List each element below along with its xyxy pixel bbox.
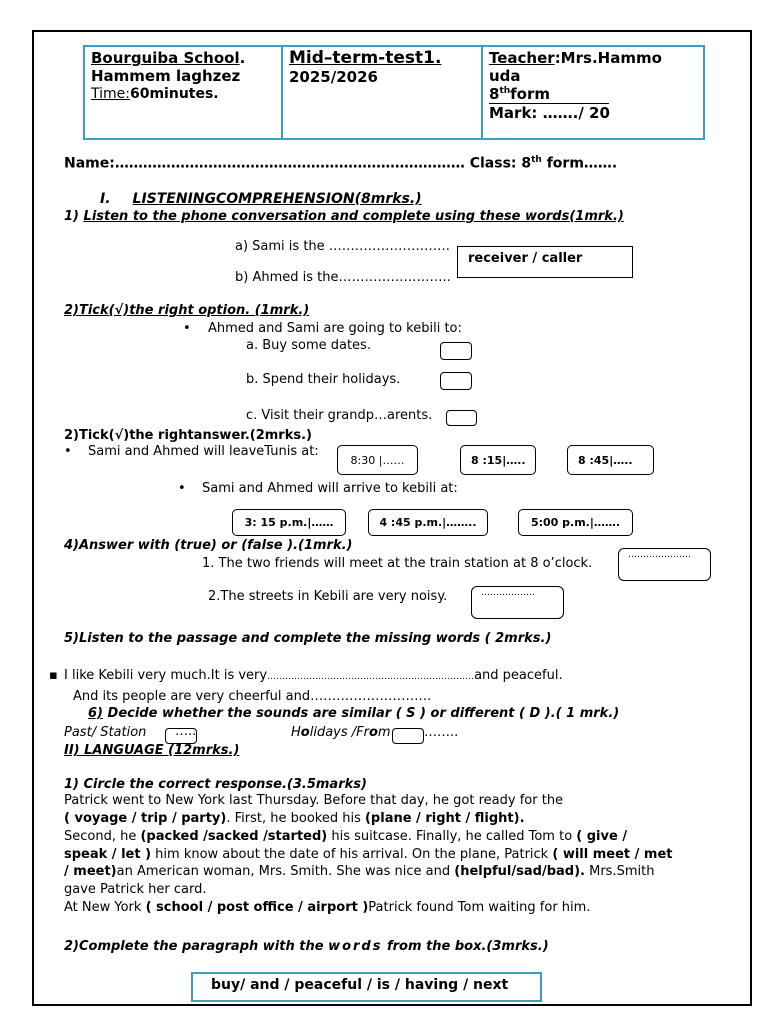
q1-item-b: b) Ahmed is the…………………….. xyxy=(235,270,451,285)
q3-bullet: • xyxy=(64,444,72,459)
q6-instruction: 6) Decide whether the sounds are similar ( S ) or different ( D ).( 1 mrk.) xyxy=(88,706,620,721)
q2-stem: Ahmed and Sami are going to kebili to: xyxy=(208,321,462,336)
q2-checkbox-a[interactable] xyxy=(440,342,472,360)
test-title: Mid–term-test1. xyxy=(289,48,442,68)
q6-answer-blank-2: …….. xyxy=(424,725,459,740)
school-location: Hammem laghzez xyxy=(91,67,241,85)
arrive-option[interactable]: 5:00 p.m.|……. xyxy=(518,509,633,536)
school-year: 2025/2026 xyxy=(289,68,378,86)
passage-line-7: At New York ( school / post office / airport )Patrick found Tom waiting for him. xyxy=(64,900,591,915)
q2-option-c: c. Visit their grandp…arents. xyxy=(246,408,433,423)
q3-leave-stem: Sami and Ahmed will leaveTunis at: xyxy=(88,444,319,459)
teacher-name: :Mrs.Hammo xyxy=(554,49,662,67)
q3-arrive-bullet: • xyxy=(178,481,186,496)
time-label: Time: xyxy=(91,86,130,102)
arrive-option[interactable]: 4 :45 p.m.|…….. xyxy=(368,509,488,536)
q5-instruction: 5)Listen to the passage and complete the missing words ( 2mrks.) xyxy=(64,631,552,646)
q1-item-a: a) Sami is the ………………………. xyxy=(235,239,450,254)
header-table xyxy=(83,45,705,140)
word-box: buy/ and / peaceful / is / having / next xyxy=(191,972,542,1002)
q2-option-a: a. Buy some dates. xyxy=(246,338,371,353)
q2-checkbox-c[interactable] xyxy=(446,410,477,426)
section2-q2-instruction: 2)Complete the paragraph with the words from the box.(3mrks.) xyxy=(64,939,549,954)
passage-line-6: gave Patrick her card. xyxy=(64,882,207,897)
leave-option[interactable]: 8 :15|….. xyxy=(460,445,536,475)
q2-bullet: • xyxy=(183,321,191,336)
leave-option[interactable]: 8:30 |…… xyxy=(337,445,418,475)
q4-answer-blank-1: ………………… xyxy=(628,550,691,560)
q4-statement-1: 1. The two friends will meet at the train station at 8 o’clock. xyxy=(202,556,593,571)
teacher-label: Teacher xyxy=(489,49,555,67)
passage-line-2: ( voyage / trip / party). First, he booked his (plane / right / flight). xyxy=(64,811,525,826)
q3-arrive-stem: Sami and Ahmed will arrive to kebili at: xyxy=(202,481,458,496)
section2-q1-instruction: 1) Circle the correct response.(3.5marks) xyxy=(64,777,367,792)
header-test-cell xyxy=(283,47,483,138)
q6-pair-1: Past/ Station xyxy=(64,725,147,740)
q6-answer-blank-1: ….. xyxy=(175,724,197,739)
q5-line-2: And its people are very cheerful and………………………. xyxy=(73,689,432,704)
q6-pair-2: Holidays /From xyxy=(291,725,391,740)
header-school-cell: Bourguiba School. Hammem laghzez Time:60minutes. xyxy=(85,47,283,138)
time-value: 60minutes. xyxy=(129,86,219,102)
passage-line-3: Second, he (packed /sacked /started) his suitcase. Finally, he called Tom to ( give / xyxy=(64,829,628,844)
q5-bullet: ▪ xyxy=(49,668,58,683)
q4-instruction: 4)Answer with (true) or (false ).(1mrk.) xyxy=(64,538,353,553)
passage-line-1: Patrick went to New York last Thursday. Before that day, he got ready for the xyxy=(64,793,564,808)
leave-option[interactable]: 8 :45|….. xyxy=(567,445,654,475)
q4-answer-blank-2: ……………… xyxy=(481,588,535,598)
school-name: Bourguiba School xyxy=(91,49,240,67)
q4-statement-2: 2.The streets in Kebili are very noisy. xyxy=(208,589,448,604)
name-class-line: Name:………………………………………………………………… Class: 8th form……. xyxy=(64,155,618,172)
form-label: 8thform xyxy=(489,85,609,104)
header-teacher-cell: Teacher:Mrs.Hammo uda 8thform Mark: ……./ 20 xyxy=(483,47,703,138)
mark-field: Mark: ……./ 20 xyxy=(489,104,610,122)
passage-line-5: / meet)an American woman, Mrs. Smith. She was nice and (helpful/sad/bad). Mrs.Smith xyxy=(64,864,655,879)
q1-instruction: 1) Listen to the phone conversation and complete using these words(1mrk.) xyxy=(64,209,624,224)
arrive-option[interactable]: 3: 15 p.m.|…… xyxy=(232,509,346,536)
q1-word-choices: receiver / caller xyxy=(468,251,583,266)
section2-heading: II) LANGUAGE (12mrks.) xyxy=(64,743,240,758)
q2-instruction: 2)Tick(√)the right option. (1mrk.) xyxy=(64,303,310,318)
q5-line-1: I like Kebili very much.It is very……………………………………………………………and peaceful. xyxy=(64,668,563,683)
q3-instruction: 2)Tick(√)the rightanswer.(2mrks.) xyxy=(64,428,312,443)
q2-checkbox-b[interactable] xyxy=(440,372,472,390)
section1-heading: I. LISTENINGCOMPREHENSION(8mrks.) xyxy=(100,191,422,207)
q2-option-b: b. Spend their holidays. xyxy=(246,372,401,387)
q6-answer-box-2[interactable] xyxy=(392,728,424,744)
passage-line-4: speak / let ) him know about the date of his arrival. On the plane, Patrick ( will meet / met xyxy=(64,847,673,862)
